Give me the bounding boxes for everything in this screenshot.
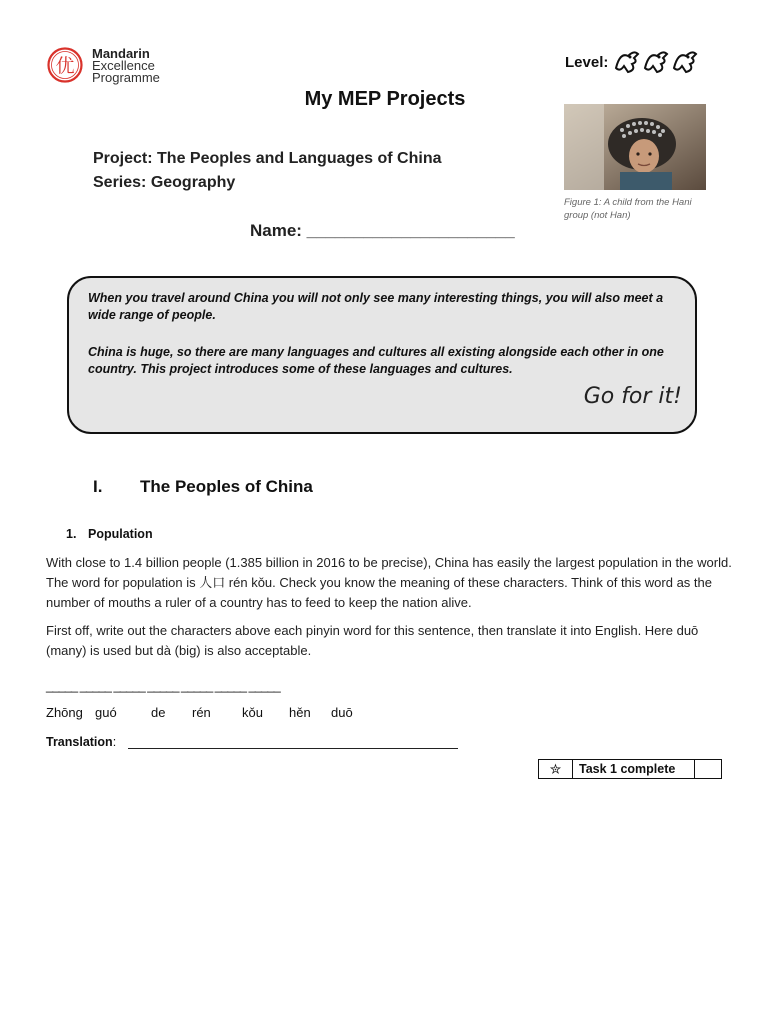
pinyin-word: rén (192, 705, 211, 720)
figure-caption: Figure 1: A child from the Hani group (not Han) (564, 197, 692, 221)
page-title: My MEP Projects (304, 88, 466, 110)
body-paragraph-2: First off, write out the characters above each pinyin word for this sentence, then translate it into English. Here duō (many) is used but dà (big) is also acceptable. (46, 623, 699, 658)
mep-logo-icon (46, 46, 84, 84)
task-complete-label: Task 1 complete (573, 760, 695, 778)
series-title: Series: Geography (93, 174, 236, 191)
pinyin-word: de (151, 705, 166, 720)
translation-input-line[interactable] (128, 748, 458, 749)
section-title: The Peoples of China (140, 477, 313, 496)
logo-line-2: Excellence (92, 58, 155, 73)
body-paragraph-1: With close to 1.4 billion people (1.385 billion in 2016 to be precise), China has easily the largest population in the world. The word for population is 人口 rén kǒu. Check you know the meaning of these characters. Think of this word as the number of mouths a ruler of a country has to feed to keep the nation alive. (46, 555, 732, 610)
pinyin-word: kǒu (242, 705, 263, 720)
translation-label-text: Translation (46, 735, 113, 749)
pinyin-word: Zhōng (46, 705, 83, 720)
level-label: Level: (565, 54, 609, 71)
svg-text:优: 优 (55, 55, 75, 77)
translation-label (46, 735, 116, 749)
figure-photo (564, 104, 706, 190)
section-number: I. (93, 477, 103, 496)
pinyin-word: duō (331, 705, 353, 720)
project-title: Project: The Peoples and Languages of China (93, 150, 442, 167)
go-for-it-text: Go for it! (583, 384, 682, 409)
logo-line-1: Mandarin (92, 46, 150, 61)
dragon-icon (616, 52, 638, 72)
star-icon: ✮ (539, 760, 573, 778)
character-blanks[interactable]: _____ _____ _____ _____ _____ _____ _____ (46, 678, 280, 693)
logo-line-3: Programme (92, 70, 160, 85)
translation-colon: : (112, 735, 117, 749)
pinyin-word: hěn (289, 705, 311, 720)
pinyin-word: guó (95, 705, 117, 720)
logo-wordmark (92, 48, 160, 84)
task-complete-box (538, 759, 722, 779)
task-complete-checkbox[interactable] (695, 760, 721, 778)
subsection-title: Population (88, 527, 153, 541)
dragon-icon (674, 52, 696, 72)
subsection-number: 1. (66, 527, 77, 541)
intro-paragraph-1: When you travel around China you will not only see many interesting things, you will also meet a wide range of people. (88, 291, 664, 322)
intro-paragraph-2: China is huge, so there are many languages and cultures all existing alongside each other in one country. This project introduces some of these languages and cultures. (88, 345, 664, 376)
name-field[interactable]: Name: ______________________ (250, 221, 515, 240)
dragon-icon (645, 52, 667, 72)
level-dragon-icons (612, 46, 702, 76)
